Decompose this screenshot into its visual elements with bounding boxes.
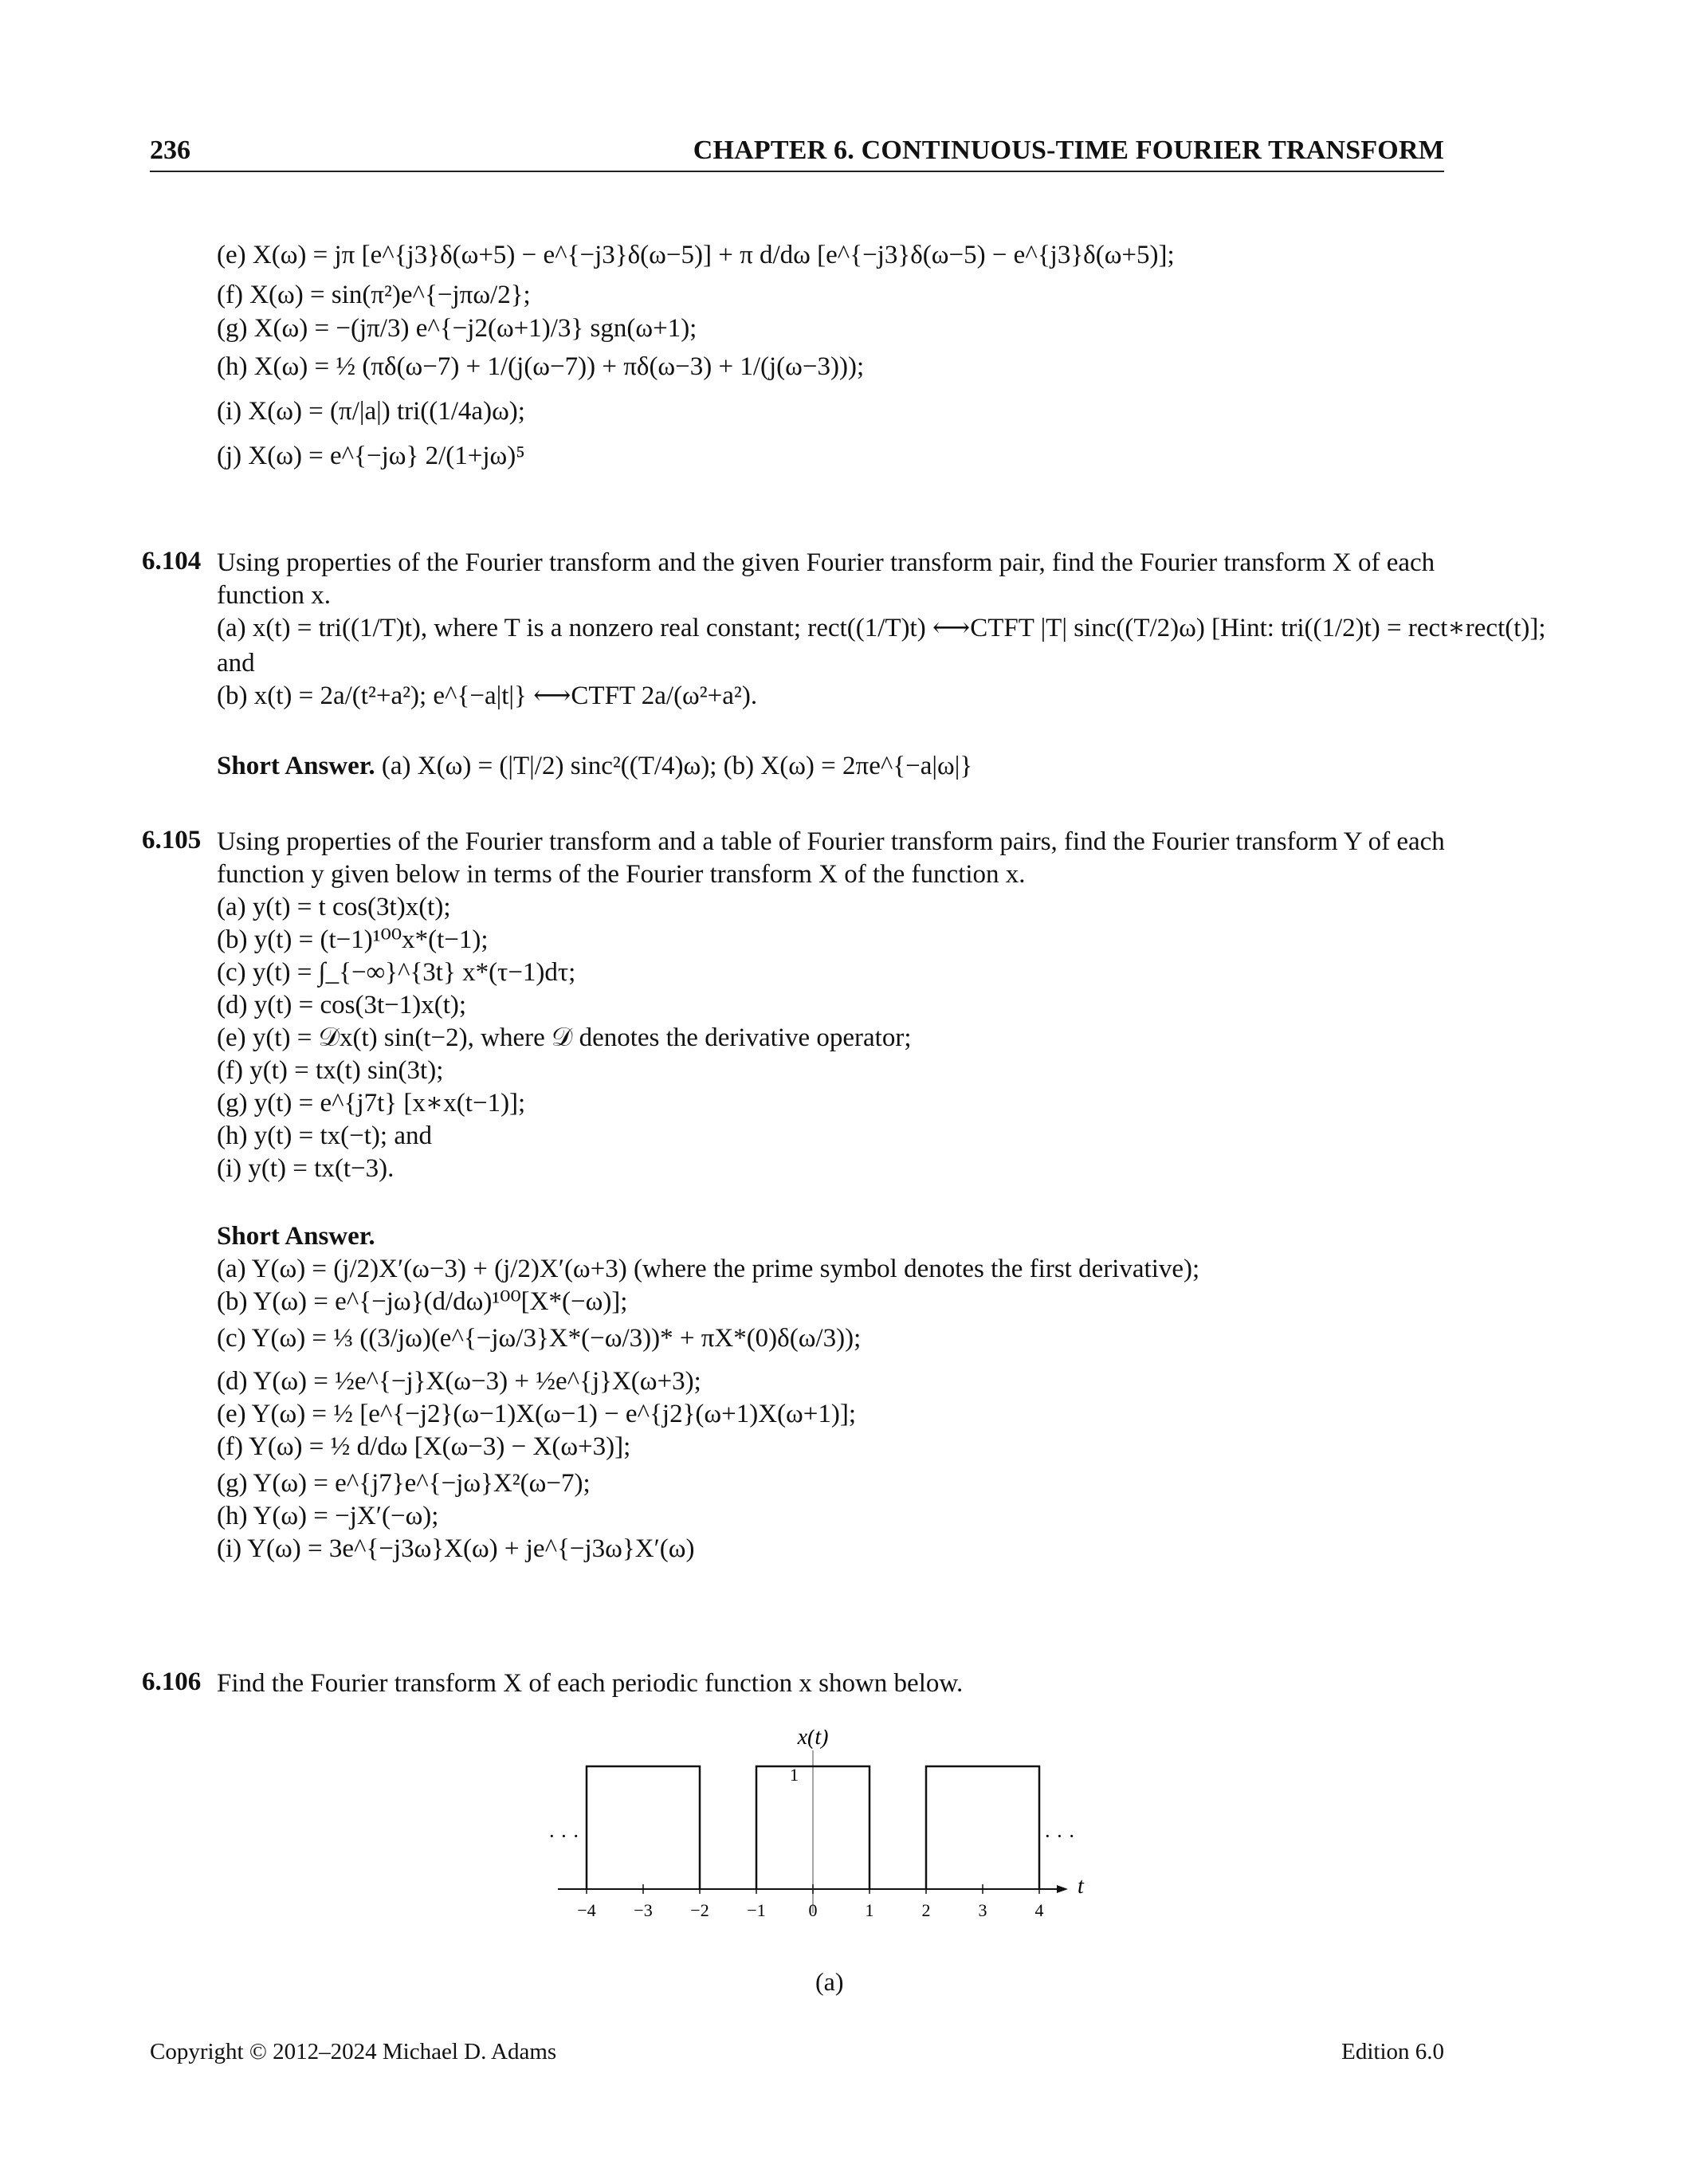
tick-label: 3 [978, 1900, 987, 1920]
tick-label: 1 [865, 1900, 874, 1920]
copyright: Copyright © 2012–2024 Michael D. Adams [150, 2039, 557, 2064]
problem-part: (g) y(t) = e^{j7t} [x∗x(t−1)]; [217, 1089, 526, 1118]
left-ellipsis: · · · [548, 1825, 579, 1848]
answer-line: (f) Y(ω) = ½ d/dω [X(ω−3) − X(ω+3)]; [217, 1432, 631, 1461]
problem-part: (c) y(t) = ∫_{−∞}^{3t} x*(τ−1)dτ; [217, 958, 576, 987]
problem-part: (f) y(t) = tx(t) sin(3t); [217, 1056, 444, 1085]
answer-line: (c) Y(ω) = ⅓ ((3/jω)(e^{−jω/3}X*(−ω/3))* + πX*(0)δ(ω/3)); [217, 1324, 862, 1353]
problem-part: (a) y(t) = t cos(3t)x(t); [217, 893, 451, 921]
page-number: 236 [150, 136, 190, 165]
answer-line: (e) X(ω) = jπ [e^{j3}δ(ω+5) − e^{−j3}δ(ω−5)] + π d/dω [e^{−j3}δ(ω−5) − e^{j3}δ(ω+5)]; [217, 241, 1175, 269]
problem-part: (a) x(t) = tri((1/T)t), where T is a nonzero real constant; rect((1/T)t) ⟷CTFT |T| sinc((T/2)ω) [Hint: tri((1/2)t) = rect∗rect(t)]; [217, 614, 1546, 642]
tick-label: 2 [921, 1900, 931, 1920]
answer-line: (j) X(ω) = e^{−jω} 2/(1+jω)⁵ [217, 442, 525, 470]
problem-part: (b) y(t) = (t−1)¹⁰⁰x*(t−1); [217, 925, 489, 954]
problem-part: (b) x(t) = 2a/(t²+a²); e^{−a|t|} ⟷CTFT 2a/(ω²+a²). [217, 682, 758, 710]
problem-part: (e) y(t) = 𝒟x(t) sin(t−2), where 𝒟 denotes the derivative operator; [217, 1023, 912, 1052]
amplitude-label: 1 [790, 1765, 799, 1785]
answer-line: (h) X(ω) = ½ (πδ(ω−7) + 1/(j(ω−7)) + πδ(ω−3) + 1/(j(ω−3))); [217, 352, 865, 381]
edition: Edition 6.0 [1341, 2039, 1444, 2064]
tick-label: −4 [577, 1900, 596, 1920]
answer-line: (b) Y(ω) = e^{−jω}(d/dω)¹⁰⁰[X*(−ω)]; [217, 1287, 628, 1316]
pulse-2 [926, 1766, 1039, 1889]
problem-part: (h) y(t) = tx(−t); and [217, 1121, 432, 1150]
problem-statement: Using properties of the Fourier transform and the given Fourier transform pair, find the Fourier transform X of each function x. [217, 548, 1435, 610]
problem-6-105 [217, 826, 1460, 1565]
problem-statement: Using properties of the Fourier transform and a table of Fourier transform pairs, find the Fourier transform Y of each function y given below in terms of the Fourier transform X of the function x. [217, 827, 1445, 889]
problem-number: 6.105 [142, 826, 202, 854]
chapter-title: CHAPTER 6. CONTINUOUS-TIME FOURIER TRANSFORM [693, 136, 1444, 165]
answer-line: (g) X(ω) = −(jπ/3) e^{−j2(ω+1)/3} sgn(ω+1); [217, 314, 697, 343]
t-axis-label: t [1078, 1874, 1084, 1899]
previous-answers [217, 239, 1175, 478]
answer-line: (d) Y(ω) = ½e^{−j}X(ω−3) + ½e^{j}X(ω+3); [217, 1367, 701, 1396]
short-answer-label: Short Answer. [217, 1222, 375, 1251]
right-ellipsis: · · · [1044, 1825, 1075, 1848]
tick-label: 4 [1034, 1900, 1044, 1920]
answer-line: (h) Y(ω) = −jX′(−ω); [217, 1502, 439, 1530]
problem-statement: Find the Fourier transform X of each periodic function x shown below. [217, 1669, 964, 1698]
problem-part: and [217, 649, 255, 678]
plot-svg [542, 1730, 1116, 1969]
y-axis-label: x(t) [797, 1730, 829, 1750]
tick-label: −3 [634, 1900, 653, 1920]
problem-part: (i) y(t) = tx(t−3). [217, 1154, 395, 1183]
answer-line: (i) X(ω) = (π/|a|) tri((1/4a)ω); [217, 397, 525, 426]
short-answer-label: Short Answer. [217, 752, 375, 780]
answer-line: (i) Y(ω) = 3e^{−j3ω}X(ω) + je^{−j3ω}X′(ω) [217, 1534, 695, 1563]
problem-6-104 [217, 547, 1546, 783]
tick-label: 0 [808, 1900, 818, 1920]
tick-label: −1 [747, 1900, 766, 1920]
problem-number: 6.106 [142, 1667, 202, 1696]
answer-line: (a) Y(ω) = (j/2)X′(ω−3) + (j/2)X′(ω+3) (where the prime symbol denotes the first derivative); [217, 1255, 1200, 1283]
problem-part: (d) y(t) = cos(3t−1)x(t); [217, 991, 467, 1019]
figure-caption: (a) [815, 1967, 844, 1996]
answer-line: (e) Y(ω) = ½ [e^{−j2}(ω−1)X(ω−1) − e^{j2}(ω+1)X(ω+1)]; [217, 1400, 857, 1428]
header-rule [150, 171, 1444, 172]
pulse-0 [587, 1766, 700, 1889]
periodic-function-plot [542, 1730, 1116, 2001]
answer-line: (g) Y(ω) = e^{j7}e^{−jω}X²(ω−7); [217, 1469, 591, 1498]
short-answer: (a) X(ω) = (|T|/2) sinc²((T/4)ω); (b) X(ω) = 2πe^{−a|ω|} [381, 752, 973, 780]
problem-number: 6.104 [142, 547, 202, 575]
t-axis-arrow [1057, 1885, 1068, 1893]
problem-6-106 [217, 1667, 1460, 1700]
tick-label: −2 [690, 1900, 709, 1920]
answer-line: (f) X(ω) = sin(π²)e^{−jπω/2}; [217, 281, 531, 309]
